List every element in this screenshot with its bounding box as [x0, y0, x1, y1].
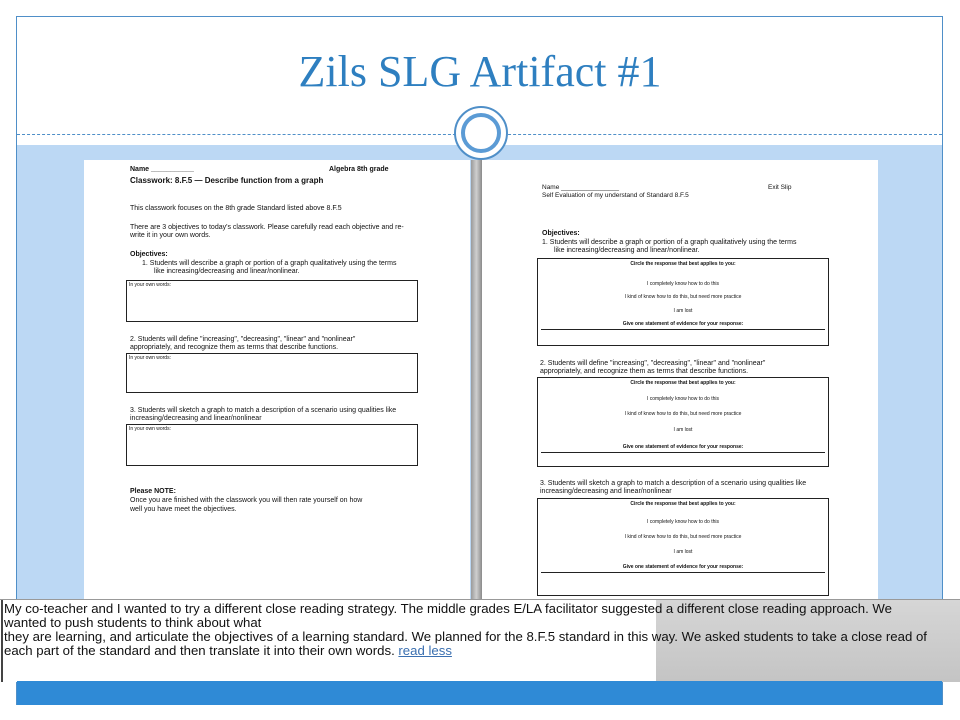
option-lost[interactable]: I am lost	[673, 549, 693, 555]
intro-text: This classwork focuses on the 8th grade Standard listed above 8.F.5	[130, 205, 342, 212]
read-less-link[interactable]: read less	[398, 643, 452, 658]
objective-3: increasing/decreasing and linear/nonlinear	[540, 488, 672, 495]
instructions-text: write it in your own words.	[130, 232, 211, 239]
objective-3: 3. Students will sketch a graph to match a description of a scenario using qualities like	[130, 407, 397, 414]
option-lost[interactable]: I am lost	[673, 308, 693, 314]
response-box-1[interactable]	[537, 258, 829, 346]
circle-prompt: Circle the response that best applies to you:	[630, 261, 736, 267]
name-label: Name ___________	[130, 166, 194, 173]
option-practice[interactable]: I kind of know how to do this, but need more practice	[624, 534, 742, 540]
comment-edge	[1, 600, 3, 682]
instructions-text: There are 3 objectives to today's classwork. Please carefully read each objective and re-	[130, 224, 404, 231]
option-lost[interactable]: I am lost	[673, 427, 693, 433]
objective-3: 3. Students will sketch a graph to match a description of a scenario using qualities like	[540, 480, 807, 487]
objective-1: 1. Students will describe a graph or portion of a graph qualitatively using the terms	[142, 260, 397, 267]
objective-2: appropriately, and recognize them as terms that describe functions.	[540, 368, 749, 375]
own-words-label: In your own words:	[129, 355, 171, 361]
comment-line: My co-teacher and I wanted to try a different close reading strategy. The middle grades E/LA facilitator suggested a different close reading approach. We	[4, 601, 892, 616]
evidence-prompt: Give one statement of evidence for your response:	[622, 564, 744, 570]
own-words-label: In your own words:	[129, 426, 171, 432]
option-practice[interactable]: I kind of know how to do this, but need more practice	[624, 294, 742, 300]
response-box-2[interactable]	[537, 377, 829, 467]
footer-bar	[17, 681, 942, 705]
objective-2: 2. Students will define "increasing", "decreasing", "linear" and "nonlinear"	[540, 360, 766, 367]
self-eval-label: Self Evaluation of my understand of Standard 8.F.5	[542, 192, 689, 199]
slide-title: Zils SLG Artifact #1	[298, 47, 662, 96]
note-text: well you have meet the objectives.	[130, 506, 237, 513]
objective-2: appropriately, and recognize them as terms that describe functions.	[130, 344, 339, 351]
comment-line-last	[4, 644, 954, 658]
option-practice[interactable]: I kind of know how to do this, but need more practice	[624, 411, 742, 417]
evidence-line	[541, 329, 825, 330]
evidence-prompt: Give one statement of evidence for your response:	[622, 321, 744, 327]
objectives-heading: Objectives:	[542, 230, 580, 237]
course-label: Algebra 8th grade	[329, 166, 389, 173]
page-divider	[471, 160, 482, 600]
note-heading: Please NOTE:	[130, 488, 176, 495]
option-know[interactable]: I completely know how to do this	[647, 396, 719, 402]
objectives-heading: Objectives:	[130, 251, 168, 258]
name-label: Name ________________	[542, 184, 619, 191]
option-know[interactable]: I completely know how to do this	[647, 281, 719, 287]
evidence-line	[541, 452, 825, 453]
evidence-prompt: Give one statement of evidence for your response:	[622, 444, 744, 450]
comment-panel	[0, 599, 960, 682]
objective-2: 2. Students will define "increasing", "decreasing", "linear" and "nonlinear"	[130, 336, 356, 343]
comment-line: each part of the standard and then translate it into their own words.	[4, 643, 395, 658]
evidence-line	[541, 572, 825, 573]
circle-prompt: Circle the response that best applies to you:	[630, 380, 736, 386]
objective-1: like increasing/decreasing and linear/nonlinear.	[554, 247, 700, 254]
circle-prompt: Circle the response that best applies to you:	[630, 501, 736, 507]
own-words-box-3[interactable]	[126, 424, 418, 466]
own-words-label: In your own words:	[129, 282, 171, 288]
exit-slip-label: Exit Slip	[768, 184, 792, 191]
exit-slip-document	[482, 160, 878, 600]
objective-1: like increasing/decreasing and linear/nonlinear.	[154, 268, 300, 275]
classwork-title: Classwork: 8.F.5 — Describe function from a graph	[130, 176, 324, 185]
circle-ornament-icon	[461, 113, 501, 153]
response-box-3[interactable]	[537, 498, 829, 596]
classwork-document	[84, 160, 470, 600]
own-words-box-1[interactable]	[126, 280, 418, 322]
objective-1: 1. Students will describe a graph or portion of a graph qualitatively using the terms	[542, 239, 797, 246]
objective-3: increasing/decreasing and linear/nonlinear	[130, 415, 262, 422]
comment-text	[4, 602, 954, 658]
comment-line: wanted to push students to think about what	[4, 615, 262, 630]
note-text: Once you are finished with the classwork you will then rate yourself on how	[130, 497, 363, 504]
comment-line: they are learning, and articulate the objectives of a learning standard. We planned for the 8.F.5 standard in this way. We asked students to take a close read of	[4, 629, 927, 644]
option-know[interactable]: I completely know how to do this	[647, 519, 719, 525]
own-words-box-2[interactable]	[126, 353, 418, 393]
